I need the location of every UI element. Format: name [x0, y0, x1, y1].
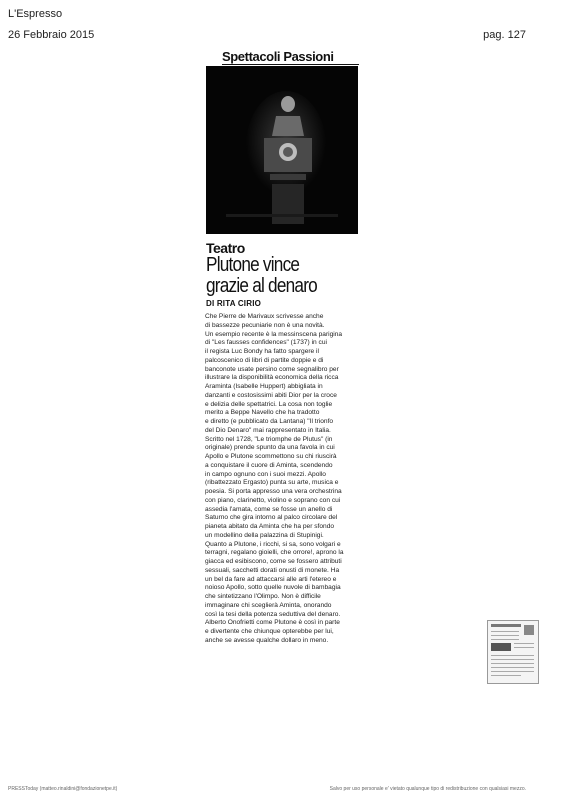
- body-line: terragni, regalano gioielli, che orrore!, aprono la: [205, 549, 344, 557]
- body-line: giacca ed esibiscono, come se fossero attributi: [205, 558, 342, 565]
- body-line: merito a Beppe Navello che ha tradotto: [205, 409, 320, 417]
- body-line: di bassezze pecuniarie non è una novità.: [205, 321, 325, 329]
- body-line: poesia. Si porta appresso una vera orchestrina: [205, 488, 342, 495]
- body-line: Scritto nel 1728, "Le triomphe de Plutus" (in: [205, 435, 333, 443]
- body-line: pianeta abitato da Aminta che ha per sfondo: [205, 523, 335, 530]
- body-line: e diretto (e pubblicato da Lantana) "Il trionfo: [205, 418, 334, 425]
- body-line: del Dio Denaro" mai rappresentato in Italia.: [205, 426, 331, 434]
- body-line: un bel da fare ad attaccarsi alle arti l'etereo e: [205, 575, 337, 583]
- publication-name: L'Espresso: [8, 8, 63, 20]
- body-line: palcoscenico di libri di partite doppie e di: [205, 356, 324, 364]
- article-kicker: Teatro: [206, 240, 245, 256]
- body-line: il regista Luc Bondy ha fatto spargere il: [205, 348, 319, 355]
- body-line: Che Pierre de Marivaux scrivesse anche: [205, 313, 324, 320]
- body-line: danzanti e costosissimi abiti Dior per la croce: [205, 391, 337, 399]
- article-photo: [206, 66, 358, 234]
- body-line: assedia l'amata, come se fosse un anello di: [205, 505, 333, 513]
- body-line: in campo ognuno con i suoi mezzi. Apollo: [205, 470, 326, 478]
- body-line: anche se avesse qualche dollaro in meno.: [205, 636, 329, 644]
- footer-disclaimer: Salvo per uso personale e' vietato qualunque tipo di redistribuzione con qualsiasi mezzo.: [329, 786, 526, 792]
- body-line: e delizia delle spettatrici. La cosa non toglie: [205, 400, 333, 408]
- body-line: Quanto a Plutone, i ricchi, si sa, sono volgari e: [205, 540, 341, 548]
- body-line: di "Les fausses confidences" (1737) in cui: [205, 339, 327, 347]
- body-line: Araminta (Isabelle Huppert) abbigliata in: [205, 383, 323, 390]
- body-line: con piano, clarinetto, violino e soprano con cui: [205, 496, 341, 504]
- body-line: illustrare la disponibilità economica della ricca: [205, 374, 339, 382]
- publication-date: 26 Febbraio 2015: [8, 29, 95, 41]
- stage-scene-image: [206, 66, 358, 234]
- body-line: banconote usate persino come segnalibro per: [205, 365, 339, 373]
- footer-source: PRESSToday (matteo.rinaldini@fondazionetpe.it): [8, 786, 118, 792]
- body-line: Apollo e Plutone scommettono su chi riuscirà: [205, 453, 337, 460]
- body-line: un modellino della palazzina di Stupinigi.: [205, 531, 324, 539]
- headline-line: Plutone vince: [206, 254, 300, 276]
- body-line: così la tesi della potenza seduttiva del denaro.: [205, 610, 341, 618]
- body-line: Un esempio recente è la messinscena parigina: [205, 330, 343, 338]
- page-thumbnail: [487, 620, 539, 684]
- body-line: a conquistare il cuore di Aminta, scendendo: [205, 461, 333, 469]
- body-line: Saturno che gira intorno al palco circolare del: [205, 514, 338, 522]
- article-byline: DI RITA CIRIO: [206, 299, 262, 308]
- body-line: e divertente che chiunque opterebbe per lui,: [205, 628, 334, 635]
- body-line: (ribattezzato Ergasto) punta su arte, musica e: [205, 479, 339, 487]
- headline-line: grazie al denaro: [206, 275, 317, 297]
- body-line: che sintetizzano l'Olimpo. Non è difficile: [205, 593, 321, 600]
- body-line: sessuali, sacchetti dorati onusti di monete. Ha: [205, 566, 340, 574]
- article-body: [205, 313, 395, 646]
- page-number: pag. 127: [483, 29, 526, 41]
- body-line: originale) prende spunto da una favola in cui: [205, 444, 335, 452]
- body-line: immaginare chi sceglierà Aminta, onorando: [205, 601, 332, 609]
- article-headline: [206, 255, 344, 297]
- body-line: noioso Apollo, sotto quelle nuvole di bambagia: [205, 584, 341, 592]
- body-line: Alberto Onofrietti come Plutone è così in parte: [205, 619, 340, 627]
- section-title: Spettacoli Passioni: [222, 50, 359, 65]
